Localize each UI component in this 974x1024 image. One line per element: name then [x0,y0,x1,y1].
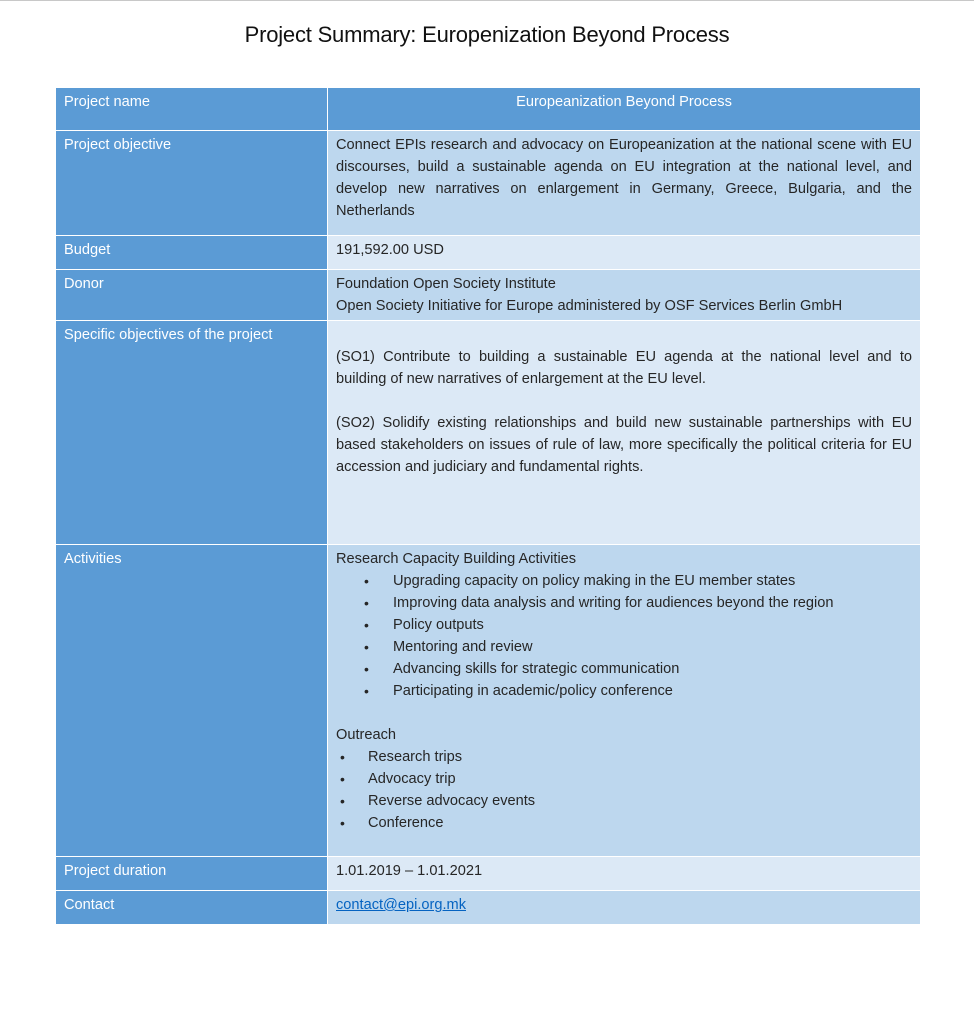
list-item: • Mentoring and review [336,636,912,658]
label-budget: Budget [56,236,328,270]
row-project-duration [56,857,921,891]
bullet-icon: • [340,771,345,787]
outreach-list [336,746,912,834]
document-title: Project Summary: Europenization Beyond Process [244,22,730,47]
label-contact: Contact [56,891,328,925]
bullet-icon: • [364,683,369,699]
value-project-objective: Connect EPIs research and advocacy on Europeanization at the national scene with EU discourses, build a sustainable agenda on EU integration at the national level, and develop new narratives on enlargement in Germany, Greece, Bulgaria, and the Netherlands [328,131,921,236]
outreach-heading: Outreach [336,727,397,743]
row-specific-objectives [56,321,921,545]
project-summary-table [55,87,921,925]
row-donor [56,270,921,321]
list-item: • Reverse advocacy events [336,790,912,812]
bullet-icon: • [364,617,369,633]
bullet-icon: • [340,815,345,831]
list-item: • Conference [336,812,912,834]
spacer [336,702,912,724]
value-donor [328,270,921,321]
spacer [336,390,912,412]
row-budget [56,236,921,270]
row-activities [56,545,921,857]
specific-objective-1: (SO1) Contribute to building a sustainable EU agenda at the national level and to building of new narratives of enlargement at the EU level. [336,349,912,387]
specific-objective-2: (SO2) Solidify existing relationships and build new sustainable partnerships with EU based stakeholders on issues of rule of law, more specifically the political criteria for EU accession and judiciary and fundamental rights. [336,415,912,475]
list-item: • Research trips [336,746,912,768]
page-top-border [0,0,974,1]
bullet-icon: • [364,573,369,589]
research-heading: Research Capacity Building Activities [336,551,577,567]
list-item: • Upgrading capacity on policy making in the EU member states [336,570,912,592]
contact-email-link[interactable]: contact@epi.org.mk [336,897,466,913]
value-contact [328,891,921,925]
label-project-name: Project name [56,88,328,131]
row-project-name [56,88,921,131]
label-activities: Activities [56,545,328,857]
value-budget: 191,592.00 USD [328,236,921,270]
row-contact [56,891,921,925]
list-item: • Advocacy trip [336,768,912,790]
bullet-icon: • [364,595,369,611]
list-item: • Improving data analysis and writing for audiences beyond the region [336,592,912,614]
value-specific-objectives [328,321,921,545]
value-project-name: Europeanization Beyond Process [328,88,921,131]
label-specific-objectives: Specific objectives of the project [56,321,328,545]
donor-line-1: Foundation Open Society Institute [336,276,556,292]
list-item: • Advancing skills for strategic communication [336,658,912,680]
list-item: • Participating in academic/policy conference [336,680,912,702]
value-activities [328,545,921,857]
donor-line-2: Open Society Initiative for Europe administered by OSF Services Berlin GmbH [336,298,843,314]
label-project-objective: Project objective [56,131,328,236]
label-donor: Donor [56,270,328,321]
spacer [336,324,912,346]
bullet-icon: • [364,661,369,677]
label-project-duration: Project duration [56,857,328,891]
value-project-duration: 1.01.2019 – 1.01.2021 [328,857,921,891]
list-item: • Policy outputs [336,614,912,636]
row-project-objective [56,131,921,236]
bullet-icon: • [340,749,345,765]
bullet-icon: • [364,639,369,655]
research-activities-list [336,570,912,702]
bullet-icon: • [340,793,345,809]
